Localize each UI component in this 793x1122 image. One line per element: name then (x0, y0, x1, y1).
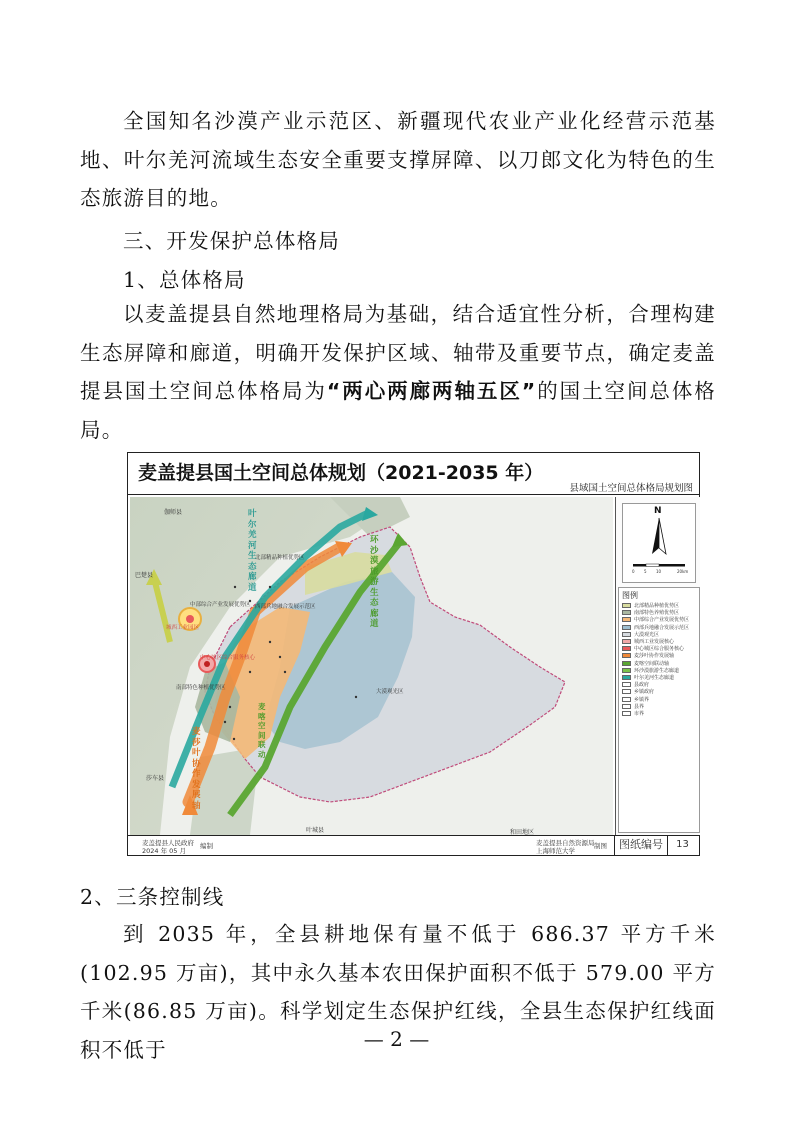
legend-item (622, 688, 699, 695)
legend-item (622, 703, 699, 710)
legend-label: 大漠观光区 (634, 631, 660, 638)
label-shache: 莎车县 (146, 775, 165, 782)
legend-label: 北部精品种植优势区 (634, 603, 680, 610)
legend-swatch (622, 603, 631, 608)
map-legend (618, 587, 700, 833)
legend-swatch (622, 653, 631, 658)
figure-title-bar (128, 453, 699, 495)
pattern-emphasis: “两心两廊两轴五区” (326, 379, 537, 403)
label-corridor-yerqiang: 叶尔羌河生态廊道 (248, 509, 257, 593)
legend-item (622, 681, 699, 688)
label-axis-mageng: 麦喀空间联动 (258, 702, 266, 759)
label-node-center: 中心城区综合服务核心 (200, 655, 256, 661)
footer-univ: 上海师范大学 (536, 847, 575, 855)
pattern-paragraph: 以麦盖提县自然地理格局为基础，结合适宜性分析，合理构建生态屏障和廊道，明确开发保护区域、轴带及重要节点，确定麦盖提县国土空间总体格局为“两心两廊两轴五区”的国土空间总体格局。 (80, 302, 717, 442)
legend-label: 乡镇政府 (634, 689, 655, 696)
legend-label: 叶尔羌河生态廊道 (634, 674, 675, 681)
scale-label-20km: 20km (677, 569, 689, 574)
compass-scale-box (622, 503, 696, 583)
footer-edit: 编制 (200, 842, 213, 850)
label-zone-north: 北部精品种植优势区 (255, 555, 305, 561)
legend-swatch (622, 668, 631, 673)
section-3-heading: 三、开发保护总体格局 (123, 229, 340, 253)
legend-label: 中部综合产业发展优势区 (634, 617, 690, 624)
figure-subtitle: 县域国土空间总体格局规划图 (569, 483, 693, 494)
label-zone-south: 南部特色种植优势区 (176, 685, 226, 691)
scale-label-0: 0 (632, 569, 635, 574)
legend-swatch (622, 632, 631, 637)
legend-swatch (622, 661, 631, 666)
legend-label: 县界 (634, 703, 645, 710)
label-yecheng: 叶城县 (306, 827, 325, 834)
legend-item (622, 710, 699, 717)
legend-swatch (622, 711, 631, 716)
legend-label: 麦喀空间联动轴 (634, 660, 670, 667)
legend-swatch (622, 610, 631, 615)
legend-label: 南部特色养殖优势区 (634, 610, 680, 617)
label-hetian: 和田地区 (510, 829, 535, 835)
legend-label: 县政府 (634, 682, 650, 689)
subsection-1-heading: 1、总体格局 (123, 268, 246, 292)
legend-label: 麦莎叶协作发展轴 (634, 653, 675, 660)
legend-item (622, 638, 699, 645)
legend-item (622, 631, 699, 638)
legend-item (622, 602, 699, 609)
label-qiaxian: 伽师县 (164, 509, 183, 516)
footer-gov: 麦盖提县人民政府 (142, 839, 194, 847)
page-number: — 2 — (363, 1027, 430, 1051)
legend-swatch (622, 646, 631, 651)
legend-label: 西部兵地融合发展示范区 (634, 624, 690, 631)
legend-item (622, 667, 699, 674)
label-zone-desert: 大漠观光区 (376, 689, 404, 695)
scale-label-5: 5 (644, 569, 647, 574)
legend-swatch (622, 675, 631, 680)
control-lines-paragraph: 到 2035 年，全县耕地保有量不低于 686.37 平方千米(102.95 万亩)，其中永久基本农田保护面积不低于 579.00 平方千米(86.85 万亩)。科学划定生态保护红线，全县生态保护红线面积不低于 (80, 922, 716, 1062)
legend-swatch (622, 682, 631, 687)
node-industry-dot (186, 615, 194, 623)
label-zone-west: 西部兵地融合发展示范区 (255, 604, 316, 610)
legend-label: 中心城区综合服务核心 (634, 646, 685, 653)
legend-item (622, 609, 699, 616)
footer-date: 2024 年 05 月 (142, 847, 187, 855)
county-map (130, 497, 613, 835)
label-bachu: 巴楚县 (135, 572, 154, 579)
legend-items (619, 602, 699, 717)
label-zone-central: 中部综合产业发展优势区 (190, 602, 251, 608)
label-corridor-huanshamo: 环沙漠旅游生态廊道 (370, 535, 379, 629)
subsection-2-heading: 2、三条控制线 (80, 885, 225, 909)
legend-swatch (622, 689, 631, 694)
legend-label: 乡镇界 (634, 696, 650, 703)
legend-label: 环沙漠旅游生态廊道 (634, 667, 680, 674)
label-node-industry: 城西工业园区 (166, 625, 200, 631)
node-center-dot (204, 661, 210, 667)
footer-bureau: 麦盖提县自然资源局 (536, 839, 595, 847)
legend-label: 市界 (634, 710, 645, 717)
legend-swatch (622, 625, 631, 630)
footer-tuhao-label: 图纸编号 (614, 836, 668, 856)
figure-title: 麦盖提县国土空间总体规划（2021-2035 年） (138, 462, 544, 484)
map-side-panel (615, 497, 700, 835)
footer-tuhao-number: 13 (676, 839, 689, 850)
scale-label-10: 10 (656, 569, 662, 574)
legend-item (622, 660, 699, 667)
legend-item (622, 645, 699, 652)
legend-item (622, 674, 699, 681)
legend-label: 城西工业发展核心 (634, 639, 675, 646)
legend-title: 图例 (622, 591, 638, 600)
legend-item (622, 695, 699, 702)
label-axis-yesha: 麦莎叶协作发展轴 (192, 727, 201, 811)
legend-swatch (622, 617, 631, 622)
legend-item (622, 624, 699, 631)
legend-swatch (622, 704, 631, 709)
figure-footer (128, 835, 699, 855)
footer-draw: 制图 (594, 842, 607, 850)
planning-map-figure (127, 452, 700, 856)
intro-paragraph: 全国知名沙漠产业示范区、新疆现代农业产业化经营示范基地、叶尔羌河流域生态安全重要支撑屏障、以刀郎文化为特色的生态旅游目的地。 (80, 109, 716, 210)
legend-item (622, 616, 699, 623)
compass-arrow-icon (623, 514, 695, 574)
legend-swatch (622, 697, 631, 702)
compass-n-label: N (654, 506, 662, 516)
legend-swatch (622, 639, 631, 644)
legend-item (622, 652, 699, 659)
